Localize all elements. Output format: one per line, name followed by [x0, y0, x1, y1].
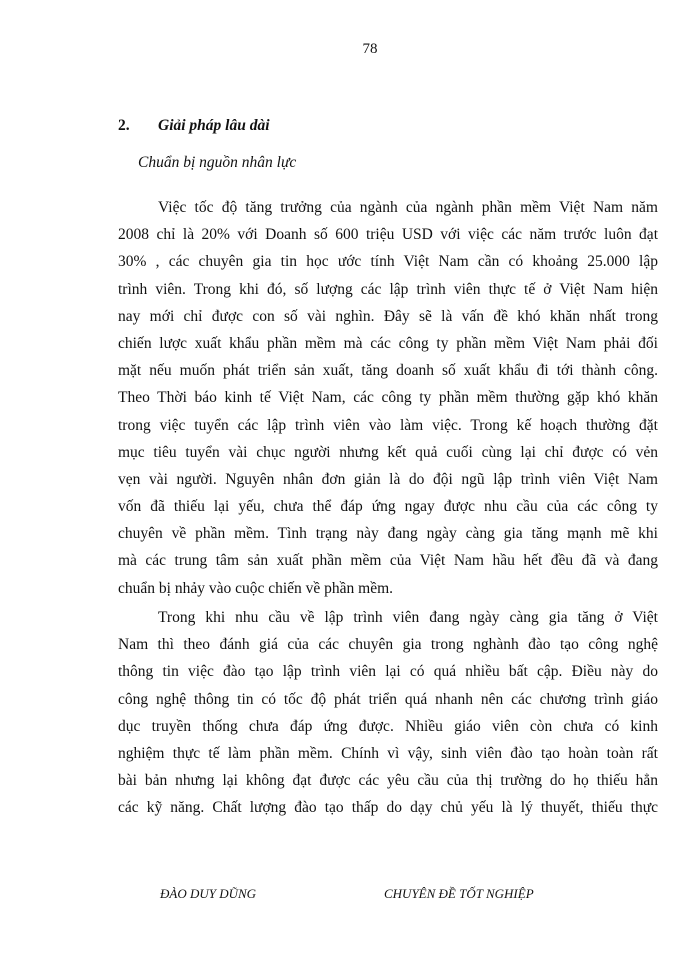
paragraph-line: nghiệm thực tế làm phần mềm. Chính vì vậy, sinh viên đào tạo hoàn toàn rất [118, 744, 658, 762]
paragraph-line: trong việc tuyển các lập trình viên vào làm việc. Trong kế hoạch thường đặt [118, 416, 658, 434]
paragraph-line: vốn đã thiếu lại yếu, chưa thể đáp ứng ngay được nhu cầu của các công ty [118, 498, 658, 516]
paragraph-line: mặt nếu muốn phát triển sản xuất, tăng doanh số xuất khẩu đi tới thành công. [118, 362, 658, 380]
paragraph-1 [118, 194, 658, 602]
page-number: 78 [362, 41, 378, 57]
paragraph-line: mà các trung tâm sản xuất phần mềm của Việt Nam hầu hết đều đã và đang [118, 552, 658, 570]
paragraph-line: các kỹ năng. Chất lượng đào tạo thấp do dạy chủ yếu là lý thuyết, thiếu thực [118, 799, 658, 817]
paragraph-line: 2008 chỉ là 20% với Doanh số 600 triệu USD với việc các năm trước luôn đạt [118, 226, 658, 244]
subheading: Chuẩn bị nguồn nhân lực [138, 154, 297, 171]
paragraph-line: trình viên. Trong khi đó, số lượng các lập trình viên thực tế ở Việt Nam hiện [118, 280, 658, 298]
paragraph-line: dục truyền thống chưa đáp ứng được. Nhiều giáo viên còn chưa có kinh [118, 717, 658, 735]
footer-author: ĐÀO DUY DŨNG [160, 886, 257, 901]
paragraph-2 [118, 604, 658, 822]
paragraph-line: 30% , các chuyên gia tin học ước tính Việt Nam cần có khoảng 25.000 lập [118, 253, 658, 271]
section-title: Giải pháp lâu dài [158, 117, 270, 134]
paragraph-line: thông tin việc đào tạo lập trình viên lại có quá nhiều bất cập. Điều này do [118, 663, 658, 681]
section-number: 2. [118, 117, 130, 134]
paragraph-line: chuyên về phần mềm. Tình trạng này đang ngày càng gia tăng mạnh mẽ khi [118, 525, 658, 543]
paragraph-line: bài bản nhưng lại không đạt được các yêu cầu của thị trường do họ thiếu hẳn [118, 772, 658, 790]
paragraph-line: Trong khi nhu cầu về lập trình viên đang ngày càng gia tăng ở Việt [158, 609, 658, 626]
footer-label: CHUYÊN ĐỀ TỐT NGHIỆP [384, 886, 534, 901]
paragraph-line: chuẩn bị nhảy vào cuộc chiến về phần mềm. [118, 579, 394, 597]
paragraph-line: nay mới chỉ được con số vài nghìn. Đây sẽ là vấn đề khó khăn nhất trong [118, 307, 658, 325]
paragraph-line: mục tiêu tuyển vài chục người nhưng kết quả cuối cùng lại chỉ được có vẻn [118, 443, 658, 461]
paragraph-line: công nghệ thông tin có tốc độ phát triển quá nhanh nên các chương trình giáo [118, 690, 658, 708]
paragraph-line: Nam thì theo đánh giá của các chuyên gia trong nghành đào tạo công nghệ [118, 636, 658, 654]
paragraph-line: Việc tốc độ tăng trưởng của ngành của ngành phần mềm Việt Nam năm [158, 199, 658, 216]
paragraph-line: Theo Thời báo kinh tế Việt Nam, các công ty phần mềm thường gặp khó khăn [118, 389, 658, 407]
paragraph-line: vẹn vài người. Nguyên nhân đơn giản là do đội ngũ lập trình viên Việt Nam [118, 470, 658, 488]
section-heading [118, 117, 270, 135]
paragraph-line: chiến lược xuất khẩu phần mềm mà các công ty phần mềm Việt Nam phải đối [118, 334, 658, 352]
